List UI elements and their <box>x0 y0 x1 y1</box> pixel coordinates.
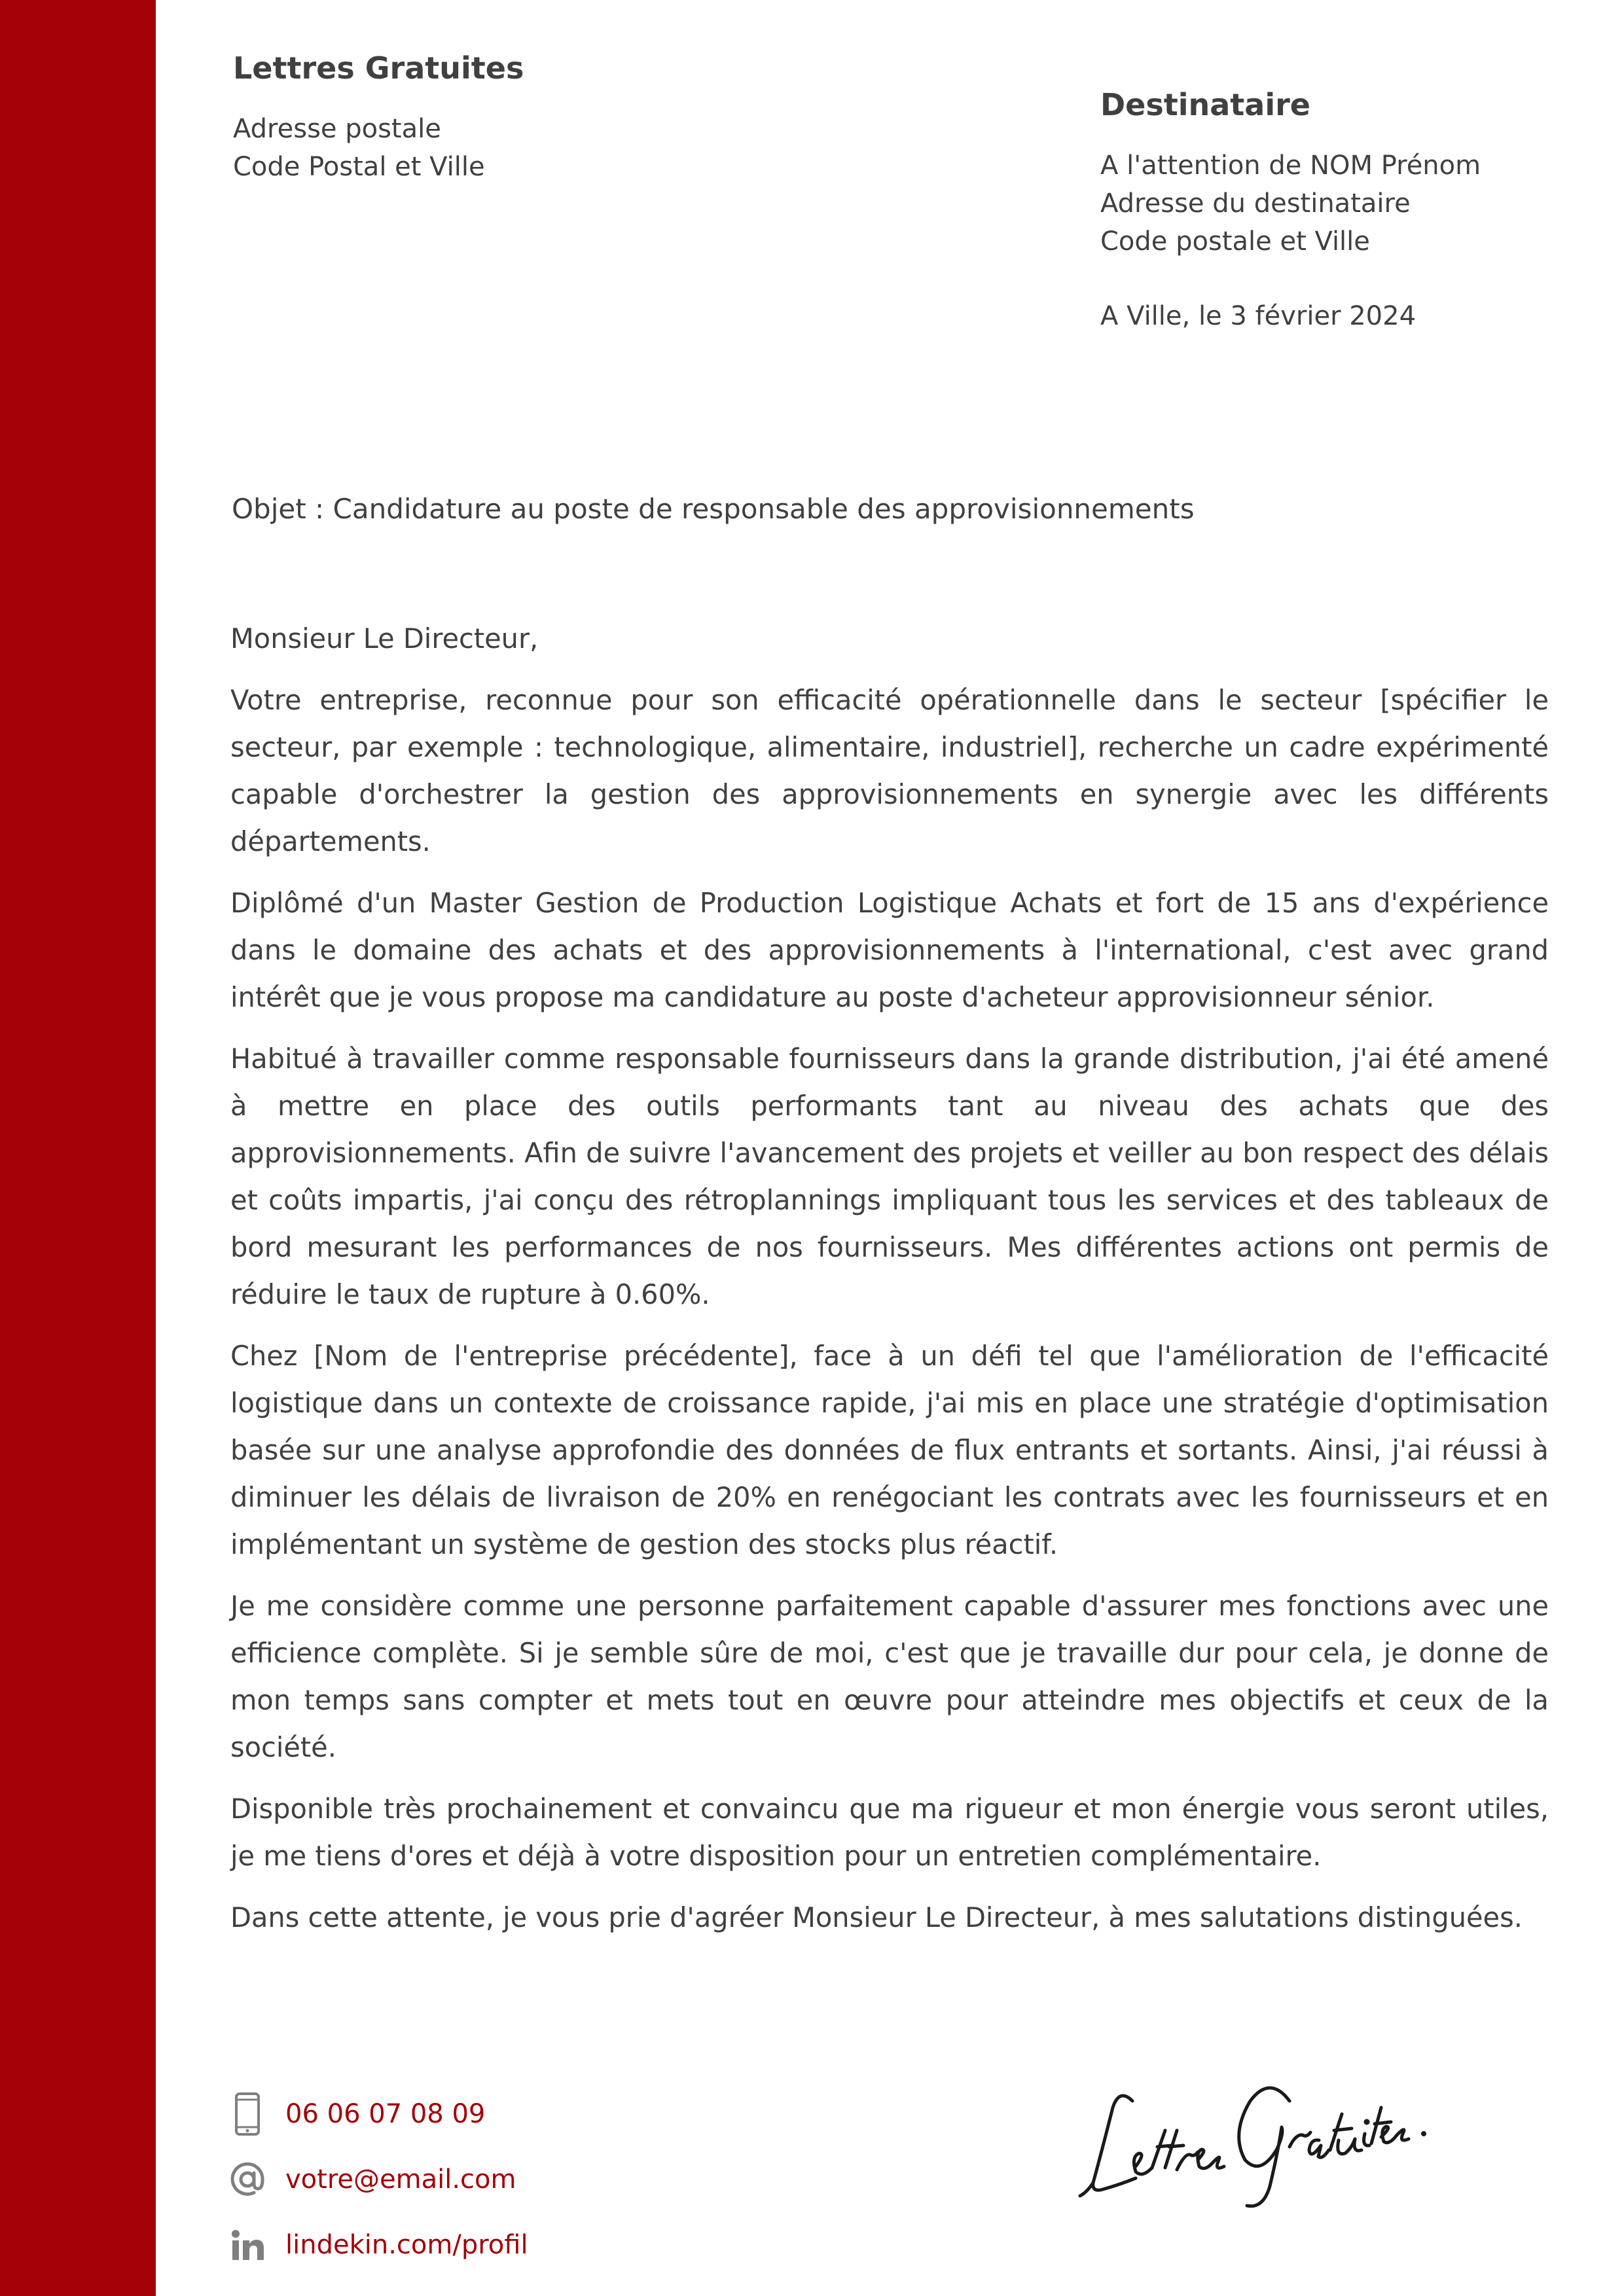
recipient-address-line: Adresse du destinataire <box>1100 188 1411 219</box>
email-address[interactable]: votre@email.com <box>285 2164 516 2195</box>
letter-body <box>230 615 1549 1956</box>
handwritten-signature <box>1074 2062 1466 2219</box>
recipient-block <box>1100 85 1481 335</box>
contact-phone[interactable] <box>229 2081 528 2147</box>
sender-address-line: Adresse postale <box>233 114 441 144</box>
letter-date: A Ville, le 3 février 2024 <box>1100 301 1416 331</box>
red-sidebar <box>0 0 156 2296</box>
body-paragraph: Diplômé d'un Master Gestion de Production Logistique Achats et fort de 15 ans d'expérience dans le domaine des achats et des approvisionnements à l'international, c'est avec grand intérêt que je vous propose ma candidature au poste d'acheteur approvisionneur sénior. <box>230 887 1549 1013</box>
body-paragraph: Habitué à travailler comme responsable fournisseurs dans la grande distribution, j'ai été amené à mettre en place des outils performants tant au niveau des achats que des approvisionnements. Afin de suivre l'avancement des projets et veiller au bon respect des délais et coûts impartis, j'ai conçu des rétroplannings impliquant tous les services et des tableaux de bord mesurant les performances de nos fournisseurs. Mes différentes actions ont permis de réduire le taux de rupture à 0.60%. <box>230 1043 1549 1310</box>
letter-subject: Objet : Candidature au poste de responsable des approvisionnements <box>232 493 1195 525</box>
body-paragraph: Chez [Nom de l'entreprise précédente], face à un défi tel que l'amélioration de l'efficacité logistique dans un contexte de croissance rapide, j'ai mis en place une stratégie d'optimisation basée sur une analyse approfondie des données de flux entrants et sortants. Ainsi, j'ai réussi à diminuer les délais de livraison de 20% en renégociant les contrats avec les fournisseurs et en implémentant un système de gestion des stocks plus réactif. <box>230 1340 1549 1560</box>
contact-email[interactable] <box>229 2147 528 2212</box>
phone-icon <box>229 2090 266 2138</box>
body-paragraph: Disponible très prochainement et convaincu que ma rigueur et mon énergie vous seront utiles, je me tiens d'ores et déjà à votre disposition pour un entretien complémentaire. <box>230 1793 1549 1872</box>
sender-city-line: Code Postal et Ville <box>233 152 485 182</box>
recipient-attention-line: A l'attention de NOM Prénom <box>1100 151 1481 181</box>
recipient-city-line: Code postale et Ville <box>1100 226 1370 257</box>
salutation: Monsieur Le Directeur, <box>230 622 539 655</box>
sender-block <box>233 48 524 186</box>
linkedin-icon <box>229 2221 266 2269</box>
closing-paragraph: Dans cette attente, je vous prie d'agréer Monsieur Le Directeur, à mes salutations distinguées. <box>230 1901 1523 1933</box>
body-paragraph: Votre entreprise, reconnue pour son efficacité opérationnelle dans le secteur [spécifier le secteur, par exemple : technologique, alimentaire, industriel], recherche un cadre expérimenté capable d'orchestrer la gestion des approvisionnements en synergie avec les différents départements. <box>230 684 1549 857</box>
linkedin-url[interactable]: lindekin.com/profil <box>285 2230 528 2260</box>
recipient-title: Destinataire <box>1100 87 1310 122</box>
at-sign-icon <box>229 2156 266 2203</box>
contact-block <box>229 2081 528 2278</box>
body-paragraph: Je me considère comme une personne parfaitement capable d'assurer mes fonctions avec une efficience complète. Si je semble sûre de moi, c'est que je travaille dur pour cela, je donne de mon temps sans compter et mets tout en œuvre pour atteindre mes objectifs et ceux de la société. <box>230 1590 1549 1763</box>
contact-linkedin[interactable] <box>229 2212 528 2278</box>
phone-number[interactable]: 06 06 07 08 09 <box>285 2099 486 2129</box>
sender-name: Lettres Gratuites <box>233 50 524 86</box>
